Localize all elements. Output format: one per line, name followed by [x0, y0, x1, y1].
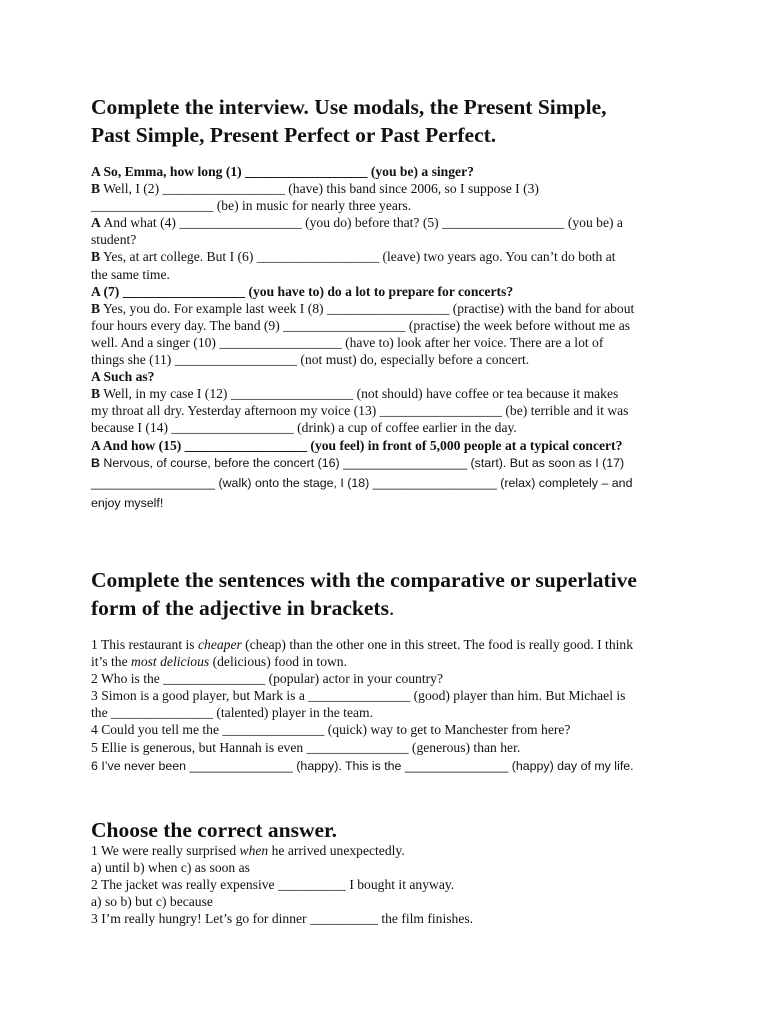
interview-line — [91, 453, 632, 473]
interview-line: things she (11) __________________ (not must) do, especially before a concert. — [91, 352, 530, 368]
line-text: 1 We were really surprised — [91, 843, 240, 858]
interview-line: enjoy myself! — [91, 496, 164, 510]
options-line: a) so b) but c) because — [91, 894, 213, 910]
interview-text-end — [91, 453, 632, 513]
interview-line: __________________ (be) in music for nearly three years. — [91, 198, 412, 214]
speaker-label: B — [91, 300, 101, 316]
title-line: Complete the sentences with the comparative or superlative — [91, 568, 637, 592]
title-line — [91, 594, 637, 622]
title-dot: . — [388, 596, 395, 620]
speaker-label: B — [91, 386, 101, 402]
options-line: a) until b) when c) as soon as — [91, 860, 250, 876]
speaker-label: B — [91, 249, 101, 265]
interview-line — [91, 385, 634, 402]
interview-line: my throat all dry. Yesterday afternoon my voice (13) __________________ (be) terrible and it was — [91, 403, 629, 419]
interview-line: A So, Emma, how long (1) __________________ (you be) a singer? — [91, 164, 474, 179]
section-title — [91, 816, 337, 844]
interview-line: __________________ (walk) onto the stage, I (18) __________________ (relax) completely – and — [91, 476, 633, 490]
interview-line: A (7) __________________ (you have to) do a lot to prepare for concerts? — [91, 283, 514, 299]
title-line: Choose the correct answer. — [91, 818, 338, 842]
sentence-line: the _______________ (talented) player in the team. — [91, 705, 373, 721]
example-answer: most delicious — [131, 654, 210, 670]
interview-line: four hours every day. The band (9) __________________ (practise) the week before without me as — [91, 317, 631, 333]
comparatives-text — [91, 636, 633, 756]
line-text: 1 This restaurant is — [91, 637, 198, 652]
line-text: Well, I (2) __________________ (have) this band since 2006, so I suppose I (3) — [100, 181, 539, 197]
line-text: Well, in my case I (12) __________________ (not should) have coffee or tea because it makes — [100, 386, 619, 402]
sentence-line: 4 Could you tell me the _______________ (quick) way to get to Manchester from here? — [91, 722, 571, 738]
interview-line — [91, 214, 634, 231]
line-text: And what (4) __________________ (you do) before that? (5) __________________ (you be) a — [100, 215, 623, 231]
interview-line — [91, 300, 634, 317]
interview-line: the same time. — [91, 266, 170, 282]
line-text: it’s the — [91, 654, 132, 670]
speaker-label: B — [91, 456, 100, 470]
interview-line — [91, 248, 634, 265]
sentence-line: 3 Simon is a good player, but Mark is a _______________ (good) player than him. But Michael is — [91, 688, 626, 704]
question-line: 3 I’m really hungry! Let’s go for dinner __________ the film finishes. — [91, 911, 474, 927]
interview-line: student? — [91, 232, 137, 248]
interview-line: well. And a singer (10) __________________ (have to) look after her voice. There are a lot of — [91, 334, 604, 350]
line-text: Nervous, of course, before the concert (16) __________________ (start). But as soon as I (17) — [99, 456, 625, 470]
line-text: Yes, you do. For example last week I (8) __________________ (practise) with the band for about — [100, 300, 635, 316]
sentence-line — [91, 636, 633, 653]
title-text: form of the adjective in brackets — [91, 596, 389, 620]
example-answer: cheaper — [197, 637, 242, 652]
sentence-line — [91, 653, 633, 670]
section-interview — [91, 93, 607, 149]
title-line: Past Simple, Present Perfect or Past Perfect. — [91, 123, 497, 147]
line-text: he arrived unexpectedly. — [268, 843, 405, 858]
speaker-label: A — [91, 215, 101, 231]
section-choose — [91, 816, 337, 844]
title-line: Complete the interview. Use modals, the Present Simple, — [91, 95, 607, 119]
example-answer: when — [239, 843, 269, 858]
section-title — [91, 566, 637, 622]
question-line — [91, 842, 473, 859]
sentence-line: 6 I’ve never been _______________ (happy). This is the _______________ (happy) day of my life. — [91, 759, 634, 773]
interview-line: A And how (15) __________________ (you feel) in front of 5,000 people at a typical concert? — [91, 437, 623, 453]
interview-line: because I (14) __________________ (drink) a cup of coffee earlier in the day. — [91, 420, 517, 436]
line-text: Yes, at art college. But I (6) __________________ (leave) two years ago. You can’t do both at — [100, 249, 616, 265]
comparatives-text-end — [91, 756, 634, 776]
section-title — [91, 93, 607, 149]
section-comparatives — [91, 566, 637, 622]
sentence-line: 2 Who is the _______________ (popular) actor in your country? — [91, 671, 443, 687]
choose-text — [91, 842, 473, 927]
sentence-line: 5 Ellie is generous, but Hannah is even _______________ (generous) than her. — [91, 739, 521, 755]
line-text: (delicious) food in town. — [209, 654, 348, 670]
line-text: (cheap) than the other one in this street. The food is really good. I think — [241, 637, 633, 652]
speaker-label: B — [91, 181, 101, 197]
question-line: 2 The jacket was really expensive __________ I bought it anyway. — [91, 877, 455, 893]
interview-text — [91, 163, 634, 454]
interview-line — [91, 180, 634, 197]
interview-line: A Such as? — [91, 369, 155, 385]
